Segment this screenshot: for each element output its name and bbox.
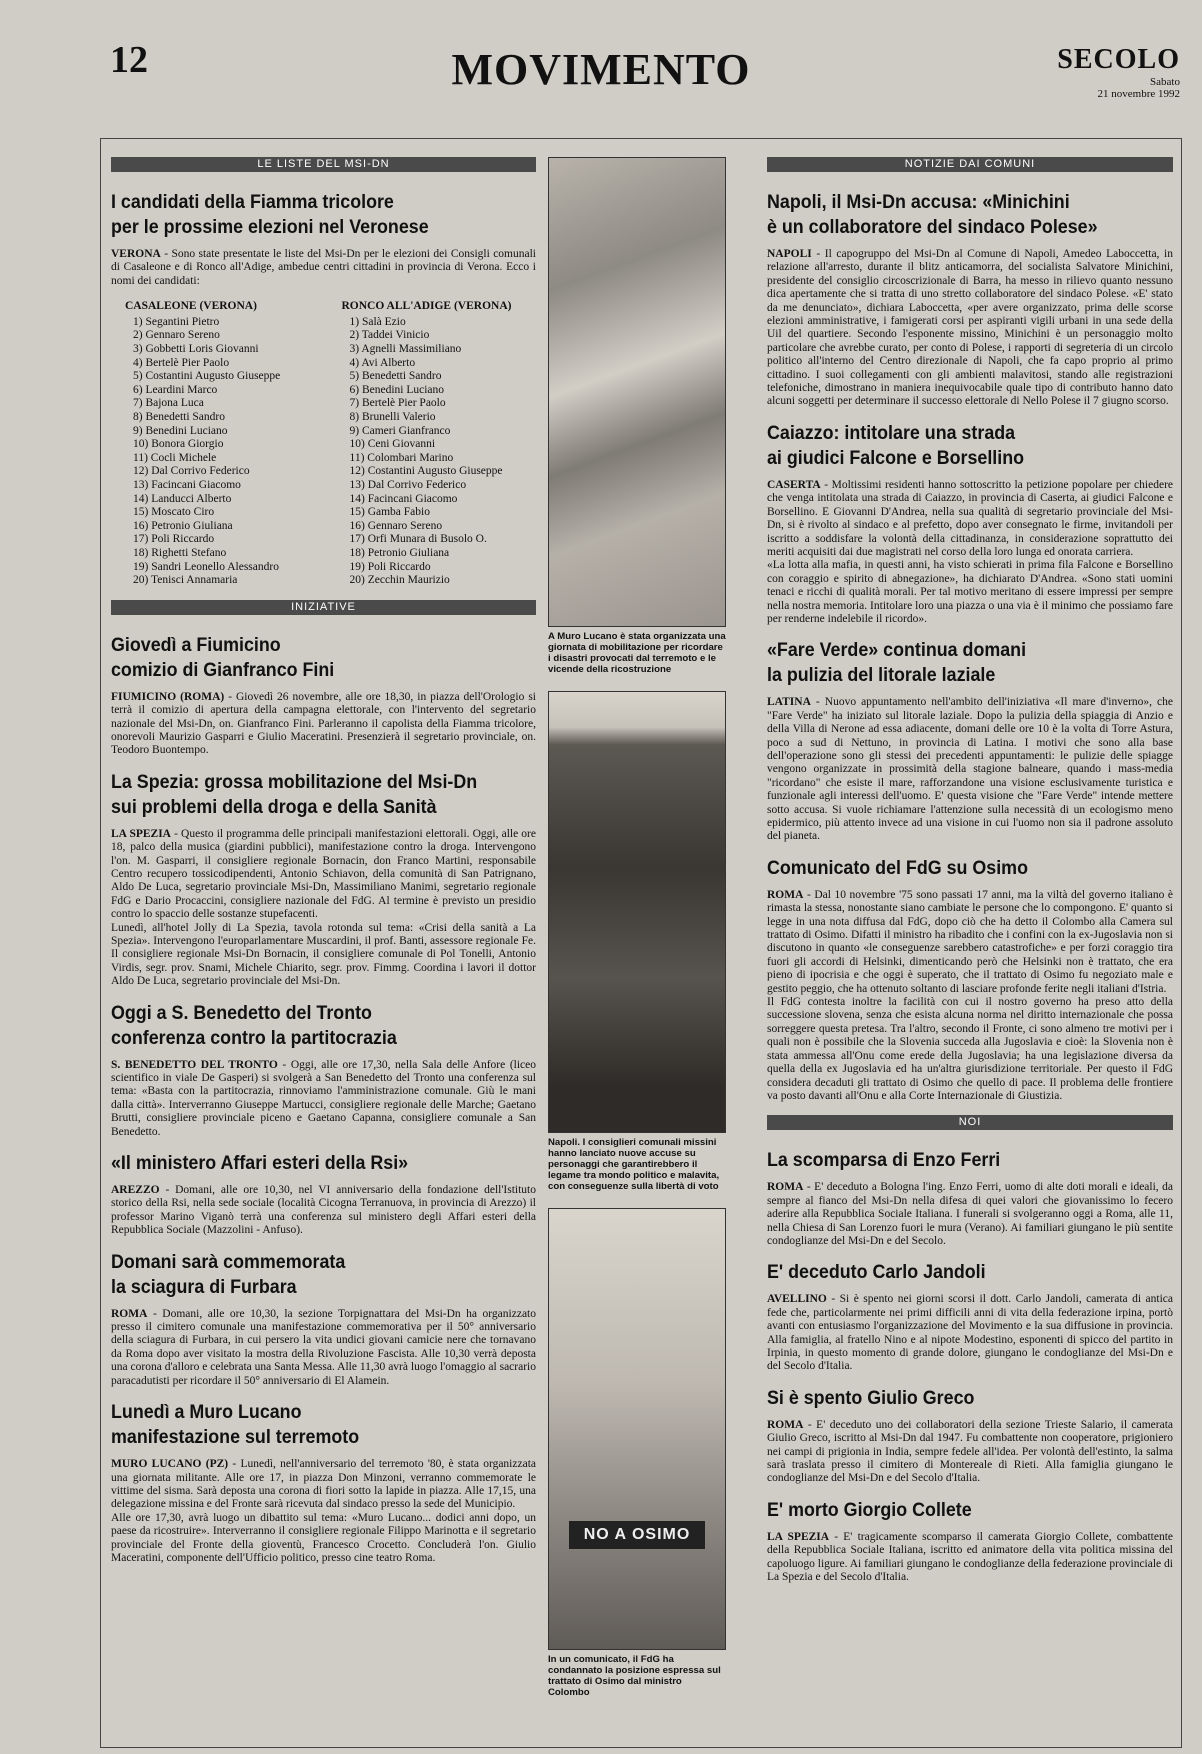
article-body-2: Il FdG contesta inoltre la facilità con cui il nostro governo ha preso atto della successione slovena, senza che esista alcuna norma nel diritto internazionale che possa sorreggere questa pretesa. Tra l'altro, secondo il Fronte, ci sono almeno tre motivi per i quali non è possibile che la Slovenia succeda alla Jugoslavia e cioè: la Slovenia non è stata ammessa all'Onu come erede della Jugoslavia; ha una legislazione diversa da quella della ex Jugoslavia ed ha un'altra giurisdizione territoriale. Per questo il FdG considera decaduti gli trattato di Osimo che quello di pace. Il problema delle frontiere va posto davanti all'Onu e alla Corte Internazionale di Giustizia. [767,996,1173,1102]
candidate-lists [125,300,536,587]
candidate-name: 17) Orfi Munara di Busolo O. [349,533,487,546]
article-giulio-greco [767,1386,1173,1486]
article-body: ROMA - Domani, alle ore 10,30, la sezione Torpignattara del Msi-Dn ha organizzato presso il cimitero comunale una manifestazione commemorativa per il 50° anniversario della sciagura di Furbara, in cui persero la vita undici giovani camicie nere che tornavano da Roma dopo aver visitato la mostra della Rivoluzione Fascista. Alle 10,30 verrà deposta una corona d'alloro e celebrata una Santa Messa. Alle 11,30 avrà luogo l'omaggio al sacrario paracadutisti per ricordare il 50° anniversario di El Alamein. [111,1307,536,1387]
article-headline: Si è spento Giulio Greco [767,1387,975,1409]
page-frame [100,138,1182,1748]
article-headline: Lunedì a Muro Lucano manifestazione sul terremoto [111,1402,360,1449]
candidate-name: 6) Leardini Marco [133,383,218,396]
section-bar-noi: NOI [767,1115,1173,1130]
candidate-name: 16) Gennaro Sereno [349,519,443,532]
article-san-benedetto [111,1001,536,1139]
article-fare-verde [767,638,1173,843]
article-la-spezia [111,770,536,989]
candidate-list-casaleone [125,300,320,587]
candidate-name: 1) Salà Ezio [349,315,406,328]
candidate-name: 9) Cameri Gianfranco [349,424,451,437]
article-body: LA SPEZIA - E' tragicamente scomparso il camerata Giorgio Collete, combattente della Repubblica Sociale Italiana, iscritto ed animatore della vita politica missina del capoluogo ligure. Ai familiari giungano le condoglianze della federazione provinciale di La Spezia e del Secolo d'Italia. [767,1530,1173,1584]
article-headline: Giovedì a Fiumicino comizio di Gianfranco Fini [111,634,335,681]
candidate-name: 13) Dal Corrivo Federico [349,478,467,491]
candidate-name: 20) Tenisci Annamaria [133,574,238,587]
article-body: LATINA - Nuovo appuntamento nell'ambito dell'iniziativa «Il mare d'inverno», che "Fare Verde" ha iniziato sul litorale laziale. Dopo la pulizia della spiaggia di Anzio e della Villa di Nerone ad essa adiacente, domani delle ore 10 è la volta di Torre Astura, poco a sud di Nettuno, in provincia di Latina. I motivi che sono alla base dell'operazione sono gli stessi dei precedenti appuntamenti: le pulizie delle spiagge vengono organizzate in prossimità della stagione balneare, quando i mass-media "ricordano" che esiste il mare, rafforzandone una visione esclusivamente turistica e funzionale agli interessi dell'uomo. E' questa visione che "Fare Verde" intende mettere sotto accusa. Si vuole richiamare l'attenzione sulla necessità di un ecologismo meno epidermico, più attento invece ad una visione in cui l'uomo non sia il padrone assoluto del pianeta. [767,696,1173,843]
article-carlo-jandoli [767,1260,1173,1373]
article-body: ROMA - Dal 10 novembre '75 sono passati 17 anni, ma la viltà del governo italiano è rimasta la stessa, nonostante siano cambiate le persone che lo compongono. E' quanto si legge in una nota diffusa dal FdG, dopo ciò che ha detto il Colombo alla Camera sul trattato di Osimo. Difatti il ministro ha ribadito che i confini con la ex-Jugoslavia non si discutono in quanto «le conseguenze sarebbero catastrofiche» e per forzi coraggio tira fuori gli accordi di Helsinki, dimenticando però che Helsinki non è trattato, che era pieno di ipocrisia e che oggi è superato, che il trattato di Osimo fu negoziato male e gestito peggio, che ha ottenuto soltanto di lasciare profonde ferite negli italiani d'Istria. [767,888,1173,995]
candidate-name: 6) Benedini Luciano [349,383,445,396]
section-bar-liste: LE LISTE DEL MSI-DN [111,157,536,172]
candidate-list-ronco [342,300,537,587]
candidate-name: 15) Gamba Fabio [349,506,430,519]
article-headline: E' morto Giorgio Collete [767,1499,972,1521]
article-body: FIUMICINO (ROMA) - Giovedì 26 novembre, alle ore 18,30, in piazza dell'Orologio si terrà il comizio di apertura della campagna elettorale, con l'intervento del segretario nazionale del Msi-Dn, on. Gianfranco Fini. Parleranno il capolista della Fiamma tricolore, onorevoli Maurizio Gasparri e Giulio Maceratini. Presenzierà il segretario provinciale, on. Teodoro Buontempo. [111,690,536,757]
candidate-name: 3) Agnelli Massimiliano [349,343,462,355]
article-body: ROMA - E' deceduto a Bologna l'ing. Enzo Ferri, uomo di alte doti morali e ideali, da sempre al fianco del Msi-Dn nella difesa di quei valori che giovanissimo lo fecero aderire alla Repubblica Sociale Italiana. I funerali si svolgeranno oggi a Roma, alle 11, nella Chiesa di San Lorenzo fuori le mura (Verano). Ai familiari giungano le più sentite condoglianze del Msi-Dn e del Secolo. [767,1181,1173,1247]
left-column [111,157,536,1743]
article-headline: Caiazzo: intitolare una strada ai giudici Falcone e Borsellino [767,422,1025,469]
candidate-name: 4) Bertelè Pier Paolo [133,356,230,369]
candidate-name: 20) Zecchin Maurizio [349,574,450,587]
candidate-name: 18) Petronio Giuliana [349,546,450,559]
list-heading: RONCO ALL'ADIGE (VERONA) [341,300,512,313]
article-body: MURO LUCANO (PZ) - Lunedì, nell'anniversario del terremoto '80, è stata organizzata una giornata militante. Alle ore 17, in piazza Don Minzoni, verranno commemorate le vittime del sisma. Sarà deposta una corona di fiori sotto la lapide in piazza. Alle 17,15, una delegazione missina e del Fronte sarà ricevuta dal sindaco presso la sede del Municipio. [111,1458,536,1511]
candidate-name: 4) Avi Alberto [349,356,416,369]
article-body: AREZZO - Domani, alle ore 10,30, nel VI anniversario della fondazione dell'Istituto storico della Rsi, nella sede sociale (località Cicogna Terranuova, in provincia di Arezzo) il professor Marino Viganò terrà una conferenza sul ministero degli Affari esteri della Repubblica Sociale (Mazzolini - Anfuso). [111,1184,536,1237]
article-body: CASERTA - Moltissimi residenti hanno sottoscritto la petizione popolare per chiedere che venga intitolata una strada di Caiazzo, in provincia di Caserta, ai giudici Falcone e Borsellino. E Giovanni D'Andrea, nella sua qualità di segretario provinciale del Msi-Dn, si è rivolto al sindaco e al prefetto, dopo aver consegnato le firme, invitandoli per iscritto a soddisfare la volontà della cittadinanza, in considerazione soprattutto dei meriti acquisiti dai due magistrati nel corso della loro lunga ed onorata carriera. [767,478,1173,558]
article-body-2: Alle ore 17,30, avrà luogo un dibattito sul tema: «Muro Lucano... dodici anni dopo, un paese da ricostruire». Interverranno il consigliere regionale Filippo Marinotta e il segretario provinciale del Fronte della gioventù, Francesco Crocetto. Concluderà l'on. Giulio Maceratini, componente dell'Ufficio politico, presso cine teatro Roma. [111,1511,536,1564]
article-body-2: «La lotta alla mafia, in questi anni, ha visto schierati in prima fila Falcone e Borsellino con coraggio e spirito di abnegazione», ha dichiarato D'Andrea. «Sono stati uomini tenaci e ricchi di qualità morali. Per tal motivo meritano di essere impressi per sempre nella nostra memoria. Intitolare loro una piazza o una via è il minimo che possiamo fare per renderne indelebile il ricordo». [767,559,1173,625]
masthead [1057,44,1180,100]
article-headline: E' deceduto Carlo Jandoli [767,1262,986,1284]
photo-napoli-tower [548,691,726,1133]
article-osimo [767,856,1173,1104]
candidate-name: 9) Benedini Luciano [133,424,228,437]
article-headline: Domani sarà commemorata la sciagura di Furbara [111,1251,346,1298]
article-giorgio-collete [767,1498,1173,1585]
photo-column [548,157,726,1743]
candidate-name: 7) Bertelè Pier Paolo [349,397,446,410]
right-column [767,157,1173,1743]
photo-caption: A Muro Lucano è stata organizzata una giornata di mobilitazione per ricordare i disastri provocati dal terremoto e le vicende della ricostruzione [548,631,726,675]
candidate-name: 17) Poli Riccardo [133,533,215,546]
candidate-name: 10) Bonora Giorgio [133,438,224,451]
article-body: S. BENEDETTO DEL TRONTO - Oggi, alle ore 17,30, nella Sala delle Anfore (liceo scientifico in viale De Gasperi) si svolgerà a San Benedetto del Tronto una conferenza sul tema: «Basta con la partitocrazia, rinnoviamo l'amministrazione comunale. Giù le mani dalla città». Interverranno Giuseppe Martucci, consigliere regionale delle Marche; Gaetano Brutti, consigliere provinciale piceno e Gaetano Capanna, consigliere comunale a San Benedetto. [111,1058,536,1138]
section-bar-notizie: NOTIZIE DAI COMUNI [767,157,1173,172]
candidate-name: 3) Gobbetti Loris Giovanni [133,343,259,355]
article-headline: I candidati della Fiamma tricolore per le prossime elezioni nel Veronese [111,192,429,238]
photo-caption: In un comunicato, il FdG ha condannato la posizione espressa sul trattato di Osimo dal ministro Colombo [548,1654,721,1698]
candidate-name: 16) Petronio Giuliana [133,519,233,532]
newspaper-logo: SECOLO [1057,44,1180,75]
photo-osimo-protest [548,1208,726,1650]
candidate-name: 11) Colombari Marino [349,451,454,464]
candidate-name: 2) Gennaro Sereno [133,329,220,342]
candidate-name: 8) Brunelli Valerio [349,410,436,423]
photo-muro-lucano-ruins [548,157,726,627]
article-furbara [111,1250,536,1388]
article-napoli [767,190,1173,409]
article-headline: La Spezia: grossa mobilitazione del Msi-Dn sui problemi della droga e della Sanità [111,771,478,818]
candidate-name: 12) Dal Corrivo Federico [133,465,250,478]
candidate-name: 14) Facincani Giacomo [349,492,458,505]
candidate-name: 13) Facincani Giacomo [133,478,241,491]
article-headline: La scomparsa di Enzo Ferri [767,1150,1001,1172]
candidate-name: 18) Righetti Stefano [133,546,227,559]
article-headline: «Il ministero Affari esteri della Rsi» [111,1153,409,1175]
section-title: MOVIMENTO [451,45,751,94]
candidate-name: 19) Sandri Leonello Alessandro [133,560,279,573]
candidate-name: 11) Cocli Michele [133,451,217,464]
candidate-name: 15) Moscato Ciro [133,506,215,519]
article-headline: «Fare Verde» continua domani la pulizia del litorale laziale [767,640,1027,687]
article-headline: Comunicato del FdG su Osimo [767,857,1028,879]
article-body: NAPOLI - Il capogruppo del Msi-Dn al Comune di Napoli, Amedeo Laboccetta, in relazione all'arresto, durante il blitz anticamorra, del socialista Salvatore Minichini, presidente del consiglio circoscrizionale di Barra, ha messo in rilievo quanto nessuno dica apertamente che si tratta di uno stretto collaboratore del sindaco Polese. «E' stato da me denunciato», dichiara Laboccetta, «per avere organizzato, prima delle scorse elezioni amministrative, i famigerati corsi per aspiranti vigili urbani in una sede della Uil del quartiere. Secondo l'esponente missino, Minichini è un personaggio molto particolare che avrebbe curato, per conto di Polese, i rapporti di segreteria di un circolo politico all'interno del Centro direzionale di Napoli, che fa capo proprio al primo cittadino. I suoi collegamenti con gli ambienti malavitosi, stando alle registrazioni telefoniche, dimostrano in maniera inequivocabile quale tipo di contributo hanno dato alcuni soggetti per determinare il successo elettorale di Nello Polese il 7 giugno scorso. [767,248,1173,408]
article-headline: Napoli, il Msi-Dn accusa: «Minichini è un collaboratore del sindaco Polese» [767,192,1098,238]
page-number: 12 [110,39,148,81]
article-enzo-ferri [767,1148,1173,1248]
candidate-name: 14) Landucci Alberto [133,492,232,505]
article-body: ROMA - E' deceduto uno dei collaboratori della sezione Trieste Salario, il camerata Giulio Greco, iscritto al Msi-Dn dal 1947. Fu combattente non cooperatore, prigioniero nei campi di prigionia in India, sempre fedele all'idea. Per volontà dell'estinto, la salma sarà traslata presso il cimitero di Montereale di Rieti. Alla famiglia giungano le condoglianze del Msi-Dn e del Secolo d'Italia. [767,1418,1173,1485]
list-heading: CASALEONE (VERONA) [125,300,257,313]
article-body: AVELLINO - Si è spento nei giorni scorsi il dott. Carlo Jandoli, camerata di antica fede che, particolarmente nei primi difficili anni di vita della federazione irpina, portò avanti con entusiasmo l'organizzazione del Movimento e la sua diffusione in provincia. Alla famiglia, al fratello Nino e al nipote Modestino, esponenti di spicco del partito in Irpinia, in questo momento di grande dolore, giungano le condoglianze del Msi-Dn e del Secolo d'Italia. [767,1293,1173,1373]
protest-banner: NO A OSIMO [569,1521,705,1549]
issue-day: Sabato [1150,76,1180,88]
photo-caption: Napoli. I consiglieri comunali missini hanno lanciato nuove accuse su personaggi che garantirebbero il legame tra mondo politico e malavita, con conseguenze sulla libertà di voto [548,1137,720,1192]
candidate-name: 7) Bajona Luca [133,397,204,410]
article-candidati-verona [111,190,536,588]
article-muro-lucano [111,1400,536,1565]
candidate-name: 12) Costantini Augusto Giuseppe [349,465,503,478]
article-caiazzo [767,421,1173,626]
article-body: LA SPEZIA - Questo il programma delle principali manifestazioni elettorali. Oggi, alle ore 18, palco della musica (giardini pubblici), manifestazione contro la droga. Intervengono l'on. M. Gasparri, il consigliere regionale Bornacin, don Franco Martini, responsabile Centro recupero tossicodipendenti, Antonio Schiavon, della comunità di San Patrignano, Aldo De Luca, segretario provinciale Msi-Dn, Massimiliano Manimi, segretario regionale FdG e Dario Procaccini, consigliere nazionale del FdG. Al termine è previsto un presidio contro lo spaccio delle sostanze stupefacenti. [111,827,536,921]
candidate-name: 19) Poli Riccardo [349,560,431,573]
article-body: VERONA - Sono state presentate le liste del Msi-Dn per le elezioni dei Consigli comunali di Casaleone e di Ronco all'Adige, ambedue centri cittadini in provincia di Verona. Ecco i nomi dei candidati: [111,248,536,287]
article-body-2: Lunedì, all'hotel Jolly di La Spezia, tavola rotonda sul tema: «Crisi della sanità a La Spezia». Intervengono l'europarlamentare Muscardini, il prof. Banti, assessore regionale Fe. Il consigliere regionale Msi-Dn Bornacin, il consigliere comunale di Pol Tonelli, Antonio Virdis, segr. prov. Snami, Michele Chiarito, segr. prov. Fimmg. Coordina i lavori il dottor Aldo De Luca, segretario provinciale del Msi-Dn. [111,921,536,988]
candidate-name: 10) Ceni Giovanni [349,438,436,451]
issue-date: 21 novembre 1992 [1097,88,1180,100]
section-bar-iniziative: INIZIATIVE [111,600,536,615]
article-headline: Oggi a S. Benedetto del Tronto conferenza contro la partitocrazia [111,1002,397,1049]
candidate-name: 2) Taddei Vinicio [349,329,430,342]
candidate-name: 5) Benedetti Sandro [349,370,442,383]
article-fiumicino [111,633,536,758]
candidate-name: 5) Costantini Augusto Giuseppe [133,370,281,383]
candidate-name: 1) Segantini Pietro [133,315,220,328]
candidate-name: 8) Benedetti Sandro [133,410,225,423]
article-rsi [111,1151,536,1238]
